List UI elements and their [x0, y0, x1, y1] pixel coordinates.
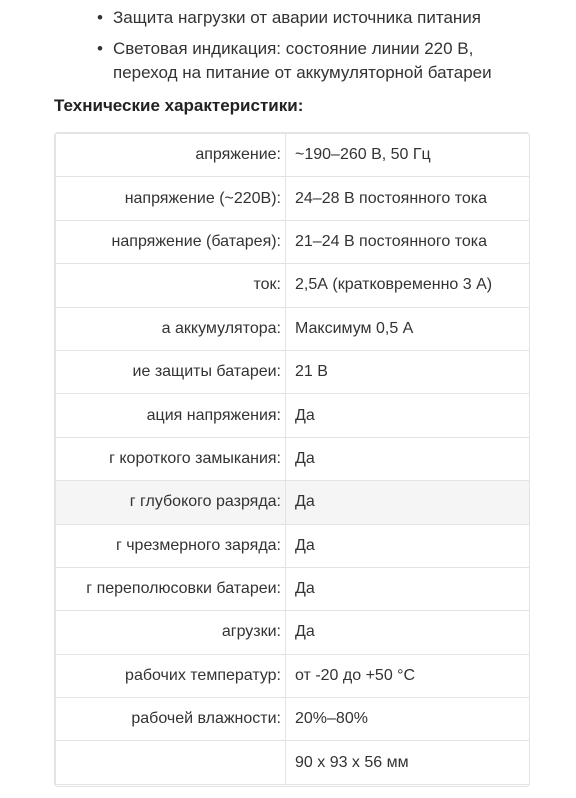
- spec-key-cell: [56, 350, 286, 393]
- specs-table: [55, 133, 530, 785]
- table-row: [56, 567, 531, 610]
- spec-key-cell: [56, 134, 286, 177]
- spec-value: 90 х 93 х 56 мм: [286, 741, 531, 784]
- spec-value: Да: [286, 611, 531, 654]
- spec-key: рабочей влажности:: [131, 710, 281, 728]
- spec-key: рабочих температур:: [125, 666, 281, 684]
- spec-value: 24–28 В постоянного тока: [286, 177, 531, 220]
- spec-key-cell: [56, 567, 286, 610]
- table-row: [56, 134, 531, 177]
- table-row: [56, 394, 531, 437]
- spec-value: Да: [286, 481, 531, 524]
- spec-key-cell: [56, 177, 286, 220]
- feature-item: [97, 6, 557, 30]
- spec-value: 21 В: [286, 350, 531, 393]
- table-row: [56, 264, 531, 307]
- spec-value: Да: [286, 567, 531, 610]
- feature-text: переход на питание от аккумуляторной батареи: [113, 63, 492, 82]
- bullet-icon: •: [97, 39, 103, 58]
- table-row: [56, 220, 531, 263]
- spec-key: ие защиты батареи:: [132, 363, 281, 381]
- table-row: [56, 524, 531, 567]
- spec-key-cell: [56, 741, 286, 784]
- feature-text: Защита нагрузки от аварии источника питания: [113, 8, 481, 27]
- spec-key-cell: [56, 264, 286, 307]
- feature-item: [97, 37, 557, 85]
- spec-value: Да: [286, 524, 531, 567]
- spec-key: агрузки:: [221, 623, 281, 641]
- spec-key-cell: [56, 654, 286, 697]
- spec-value: Да: [286, 437, 531, 480]
- spec-key-cell: [56, 394, 286, 437]
- spec-value: Максимум 0,5 А: [286, 307, 531, 350]
- spec-key-cell: [56, 698, 286, 741]
- spec-key: апряжение:: [195, 146, 281, 164]
- spec-key: г чрезмерного заряда:: [115, 536, 281, 554]
- table-row: [56, 437, 531, 480]
- specs-heading: Технические характеристики:: [54, 96, 304, 115]
- spec-value: 21–24 В постоянного тока: [286, 220, 531, 263]
- table-row: [56, 611, 531, 654]
- spec-value: 20%–80%: [286, 698, 531, 741]
- bullet-icon: •: [97, 8, 103, 27]
- spec-value: от -20 до +50 °С: [286, 654, 531, 697]
- spec-key: г переполюсовки батареи:: [86, 580, 281, 598]
- spec-key-cell: [56, 437, 286, 480]
- table-row: [56, 307, 531, 350]
- spec-key: г глубокого разряда:: [129, 493, 281, 511]
- table-row: [56, 698, 531, 741]
- spec-key: ация напряжения:: [146, 406, 281, 424]
- spec-value: 2,5А (кратковременно 3 А): [286, 264, 531, 307]
- specs-table-container: [54, 132, 530, 787]
- table-row: [56, 654, 531, 697]
- table-row: [56, 741, 531, 784]
- spec-key: напряжение (батарея):: [111, 232, 281, 250]
- spec-key-cell: [56, 307, 286, 350]
- table-row: [56, 350, 531, 393]
- table-row: [56, 177, 531, 220]
- spec-key-cell: [56, 220, 286, 263]
- feature-text: Световая индикация: состояние линии 220 В,: [113, 39, 474, 58]
- spec-key-cell: [56, 481, 286, 524]
- spec-value: ~190–260 В, 50 Гц: [286, 134, 531, 177]
- spec-key-cell: [56, 611, 286, 654]
- spec-key: г короткого замыкания:: [109, 449, 281, 467]
- spec-key: напряжение (~220В):: [124, 189, 281, 207]
- spec-key: а аккумулятора:: [161, 319, 281, 337]
- table-row: [56, 481, 531, 524]
- spec-key-cell: [56, 524, 286, 567]
- spec-value: Да: [286, 394, 531, 437]
- spec-key: ток:: [253, 276, 281, 294]
